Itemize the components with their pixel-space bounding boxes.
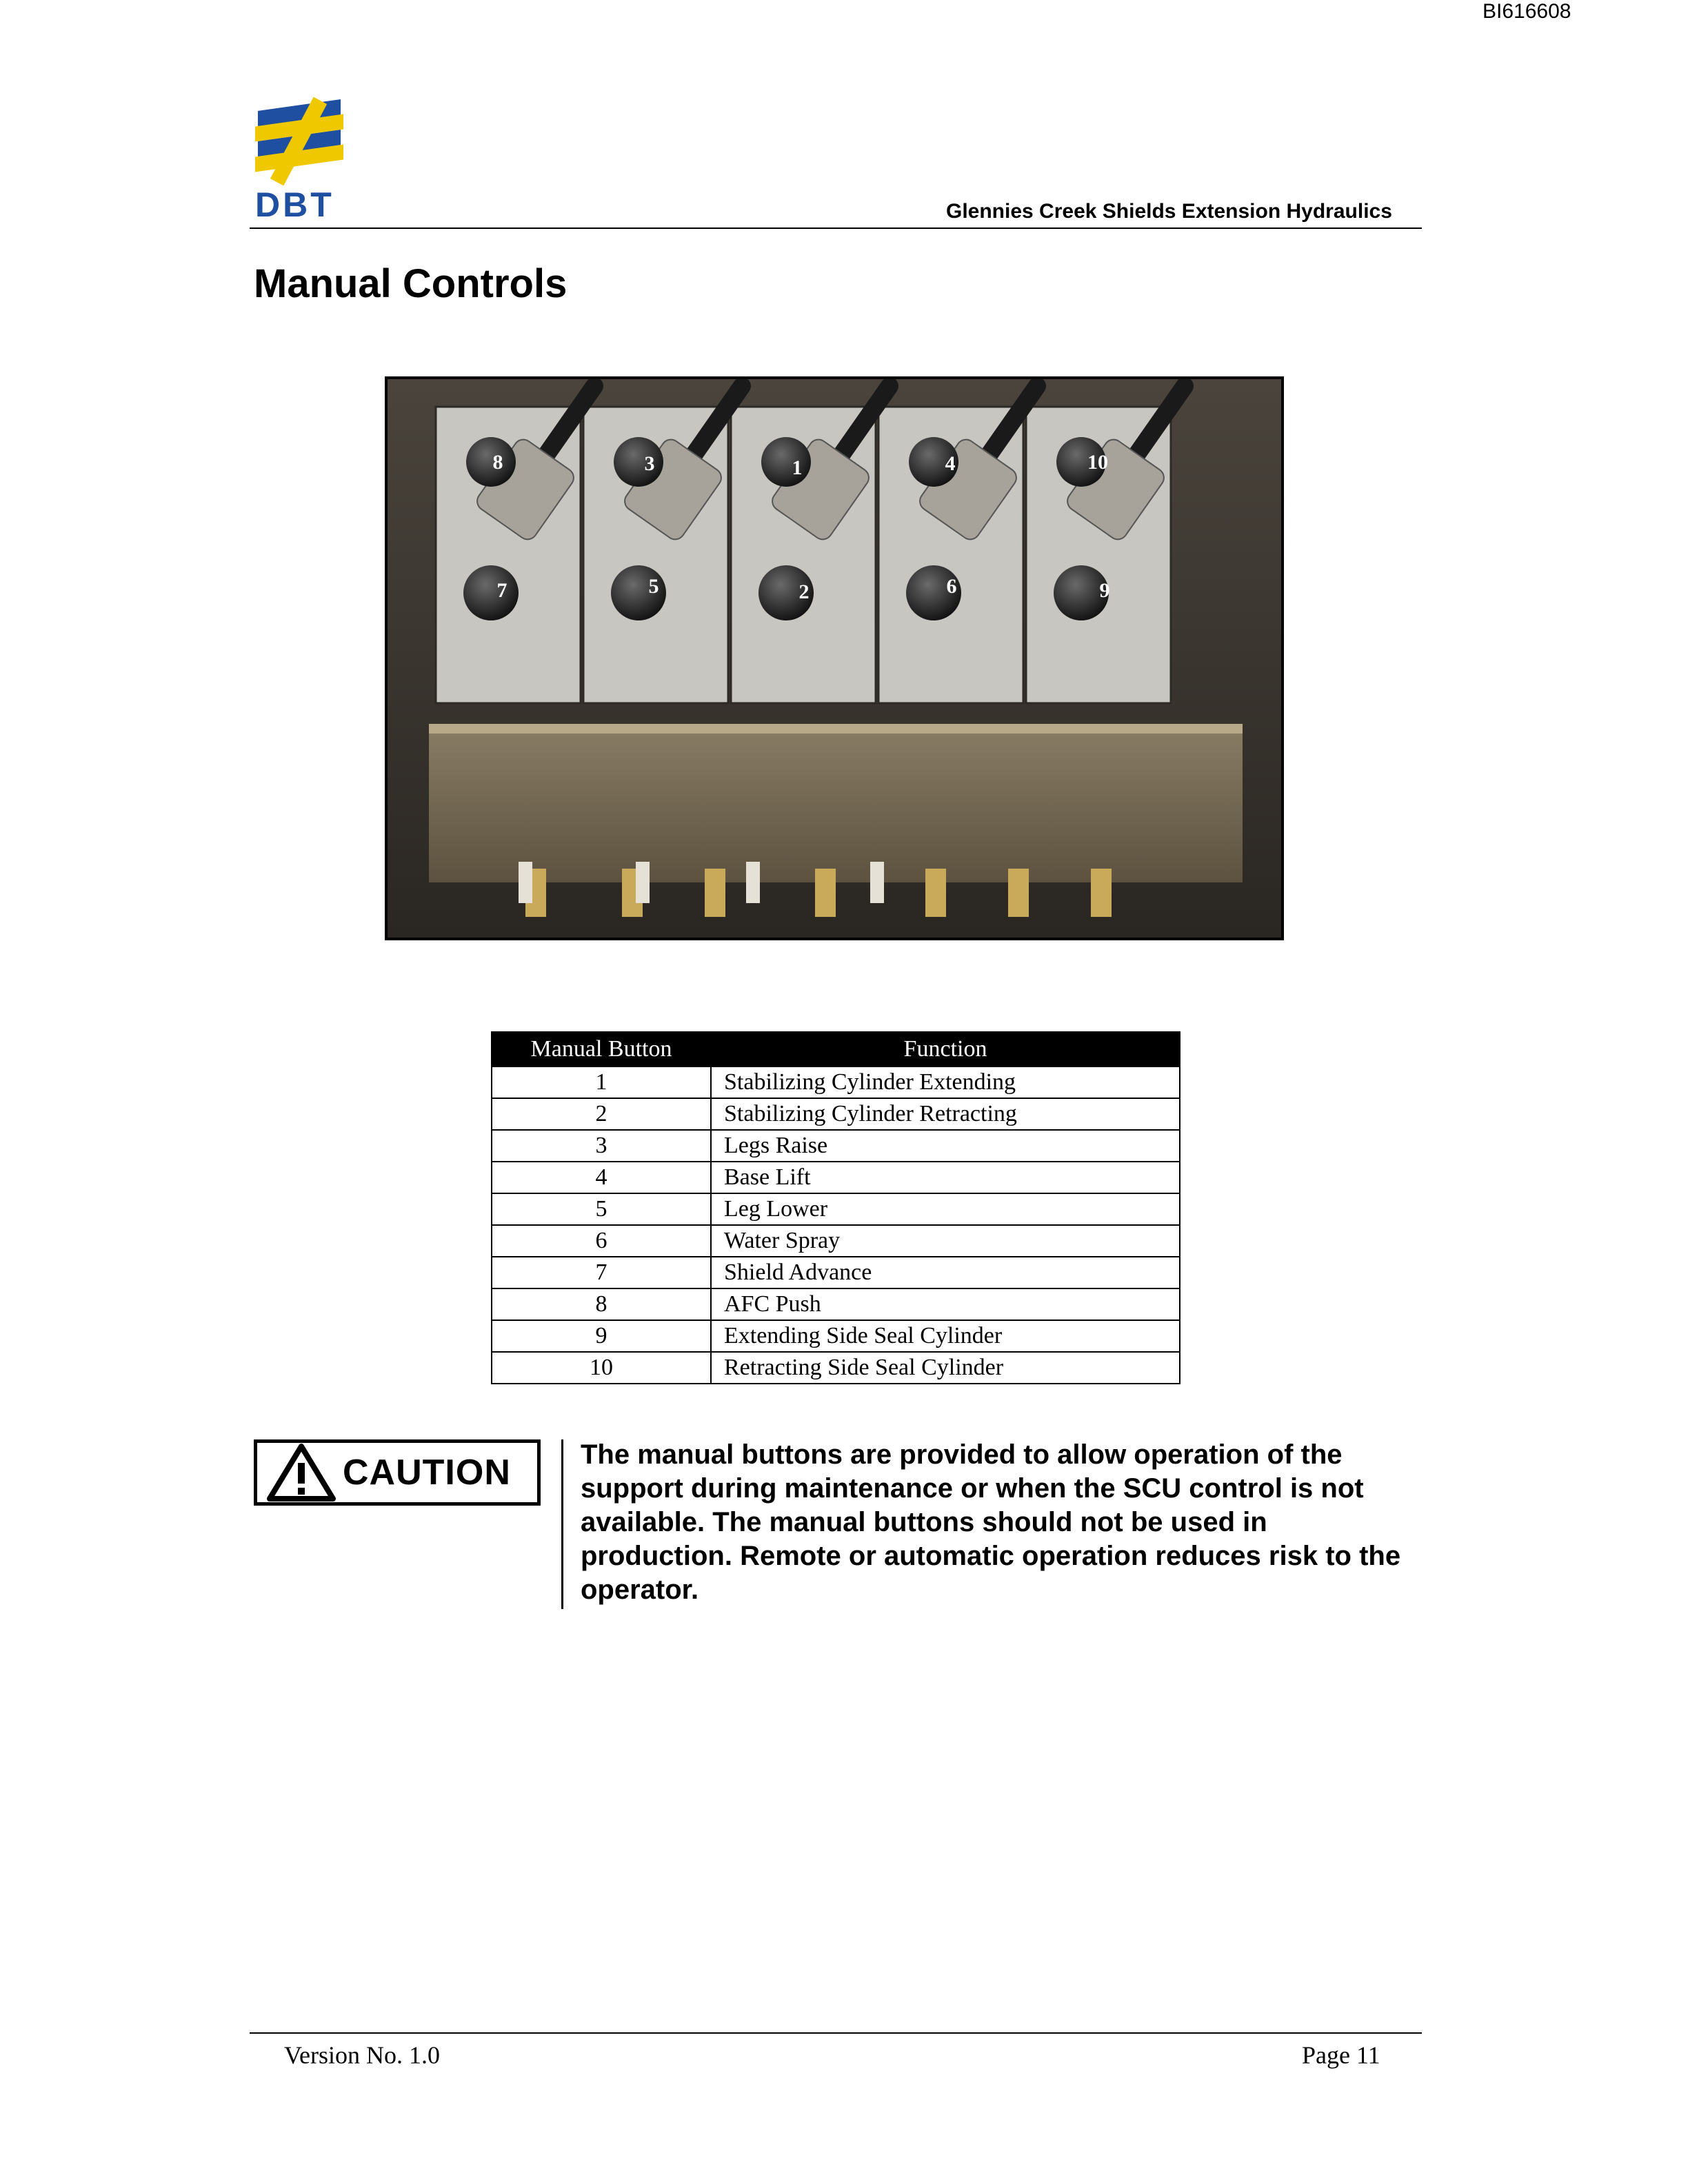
page-heading: Manual Controls: [254, 261, 567, 306]
button-number: 9: [492, 1320, 711, 1352]
table-row: [492, 1162, 1180, 1193]
table-row: [492, 1098, 1180, 1130]
button-number: 1: [492, 1066, 711, 1098]
footer-divider: [250, 2032, 1422, 2034]
table-row: [492, 1320, 1180, 1352]
button-number: 7: [492, 1257, 711, 1288]
photo-label-8: 8: [492, 451, 503, 474]
caution-text: The manual buttons are provided to allow operation of the support during maintenance or when the SCU control is not available. The manual buttons should not be used in production. Remote or automatic operation reduces risk to the operator.: [581, 1439, 1401, 1605]
button-number: 5: [492, 1193, 711, 1225]
header-divider: [250, 228, 1422, 229]
button-function: Base Lift: [711, 1162, 1180, 1193]
warning-triangle-icon: [267, 1444, 336, 1502]
document-id: BI616608: [1483, 0, 1571, 23]
button-number: 2: [492, 1098, 711, 1130]
logo-text: DBT: [255, 185, 334, 224]
button-function: Shield Advance: [711, 1257, 1180, 1288]
photo-label-2: 2: [798, 580, 810, 603]
table-row: [492, 1130, 1180, 1162]
table-header-row: [492, 1032, 1180, 1066]
photo-label-1: 1: [792, 456, 803, 479]
photo-label-6: 6: [946, 575, 957, 598]
photo-label-7: 7: [496, 579, 508, 602]
button-function: AFC Push: [711, 1288, 1180, 1320]
column-header-function: Function: [711, 1032, 1180, 1066]
table-row: [492, 1225, 1180, 1257]
button-function: Stabilizing Cylinder Extending: [711, 1066, 1180, 1098]
table-row: [492, 1352, 1180, 1384]
footer-version: Version No. 1.0: [284, 2041, 440, 2069]
button-number: 8: [492, 1288, 711, 1320]
button-number: 6: [492, 1225, 711, 1257]
caution-label: CAUTION: [343, 1453, 511, 1493]
column-header-button: Manual Button: [492, 1032, 711, 1066]
button-number: 3: [492, 1130, 711, 1162]
button-function: Leg Lower: [711, 1193, 1180, 1225]
valve-bank-photo: [385, 376, 1284, 940]
table-row: [492, 1193, 1180, 1225]
button-function: Extending Side Seal Cylinder: [711, 1320, 1180, 1352]
button-function: Legs Raise: [711, 1130, 1180, 1162]
button-function: Retracting Side Seal Cylinder: [711, 1352, 1180, 1384]
manual-button-table: [491, 1031, 1180, 1384]
button-function: Stabilizing Cylinder Retracting: [711, 1098, 1180, 1130]
photo-label-4: 4: [945, 452, 956, 475]
table-row: [492, 1066, 1180, 1098]
photo-label-9: 9: [1099, 579, 1110, 602]
footer-page-number: Page 11: [1302, 2041, 1380, 2069]
photo-label-5: 5: [648, 575, 659, 598]
caution-divider: [561, 1439, 563, 1609]
photo-label-10: 10: [1087, 451, 1108, 474]
button-number: 4: [492, 1162, 711, 1193]
table-row: [492, 1257, 1180, 1288]
button-function: Water Spray: [711, 1225, 1180, 1257]
button-number: 10: [492, 1352, 711, 1384]
table-row: [492, 1288, 1180, 1320]
photo-label-3: 3: [644, 452, 655, 475]
header-title: Glennies Creek Shields Extension Hydraulics: [946, 200, 1392, 223]
caution-badge: [254, 1439, 541, 1506]
